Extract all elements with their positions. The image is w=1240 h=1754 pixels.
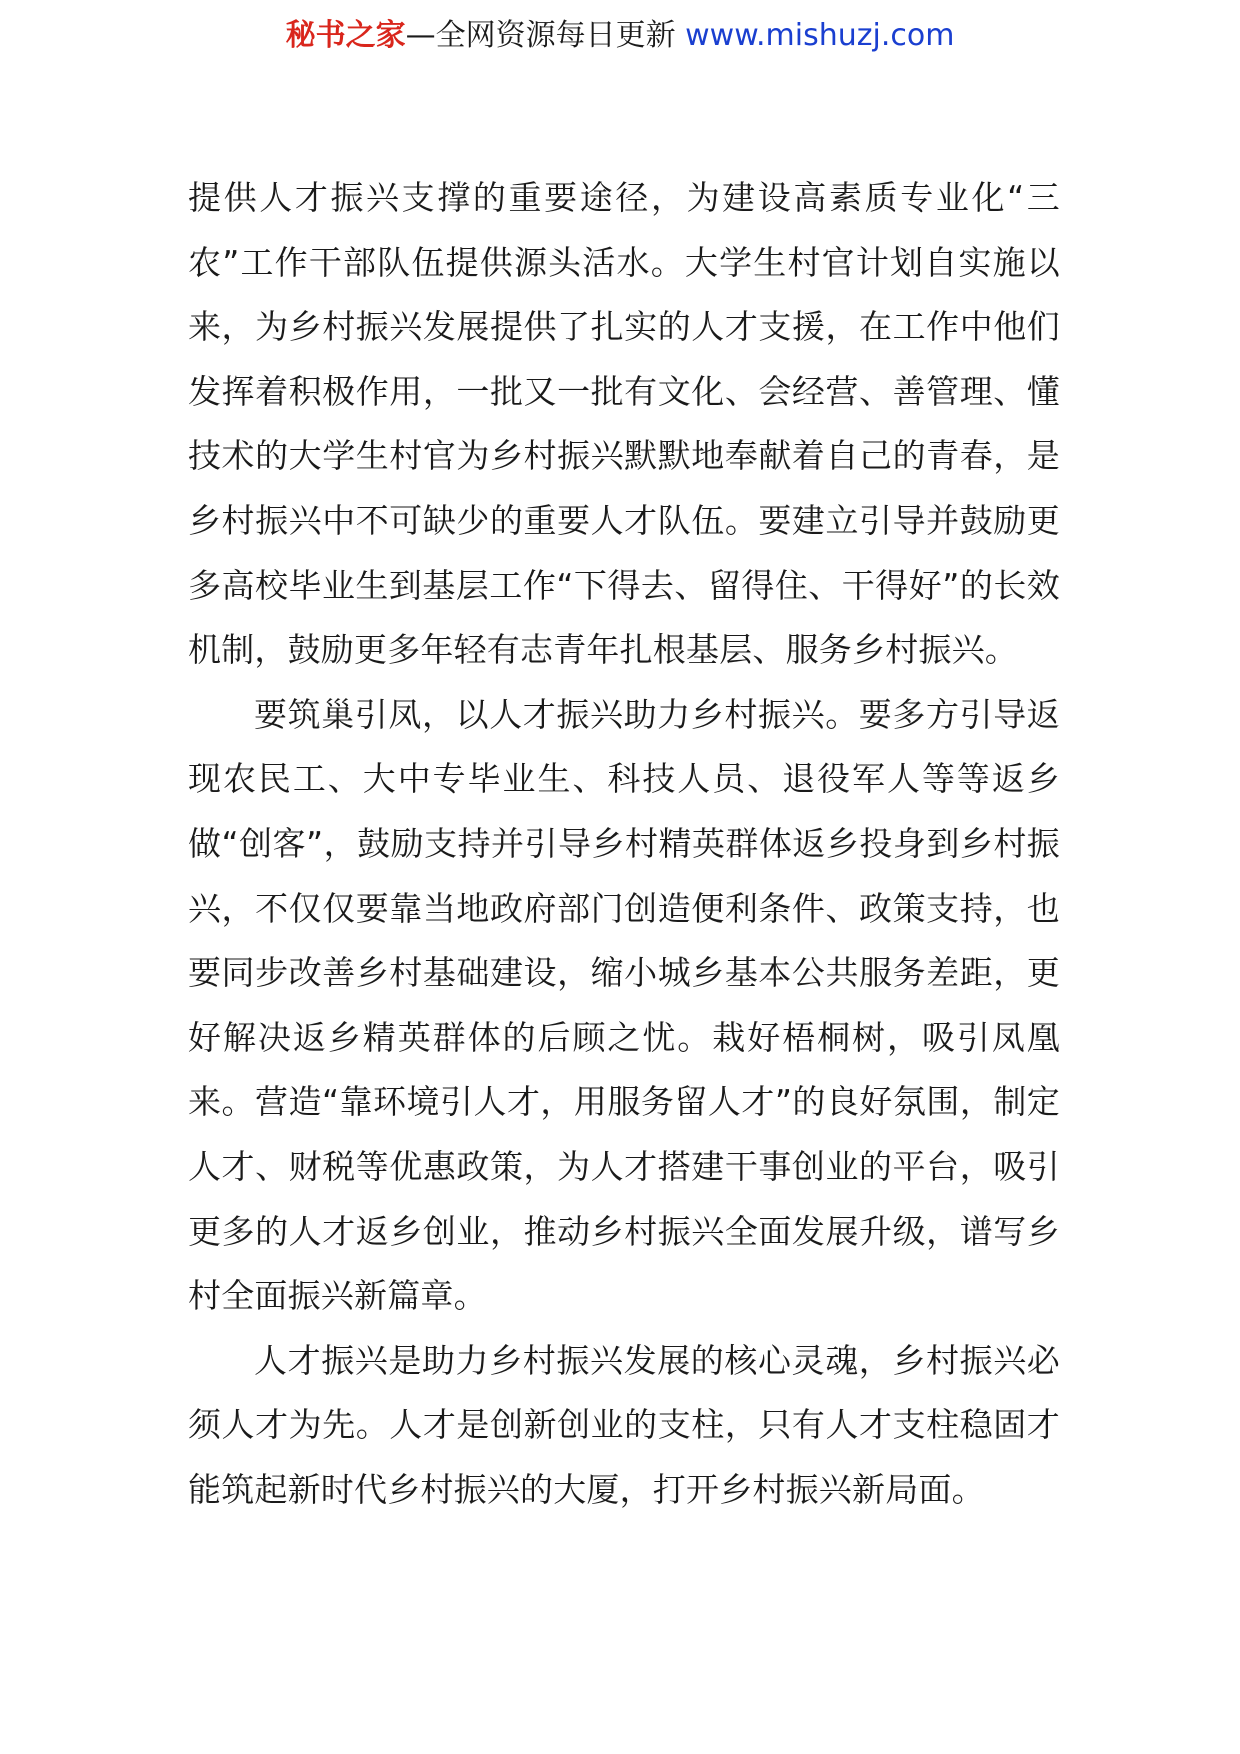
document-body — [188, 166, 1060, 1522]
paragraph-2: 要筑巢引凤，以人才振兴助力乡村振兴。要多方引导返现农民工、大中专毕业生、科技人员、退役军人等等返乡做“创客”，鼓励支持并引导乡村精英群体返乡投身到乡村振兴，不仅仅要靠当地政府部门创造便利条件、政策支持，也要同步改善乡村基础建设，缩小城乡基本公共服务差距，更好解决返乡精英群体的后顾之忧。栽好梧桐树，吸引凤凰来。营造“靠环境引人才，用服务留人才”的良好氛围，制定人才、财税等优惠政策，为人才搭建干事创业的平台，吸引更多的人才返乡创业，推动乡村振兴全面发展升级，谱写乡村全面振兴新篇章。 — [188, 694, 1060, 1316]
page-header — [0, 14, 1240, 58]
paragraph-3: 人才振兴是助力乡村振兴发展的核心灵魂，乡村振兴必须人才为先。人才是创新创业的支柱，只有人才支柱稳固才能筑起新时代乡村振兴的大厦，打开乡村振兴新局面。 — [188, 1340, 1060, 1509]
site-url-link[interactable]: www.mishuzj.com — [685, 18, 955, 53]
paragraph-1: 提供人才振兴支撑的重要途径，为建设高素质专业化“三农”工作干部队伍提供源头活水。大学生村官计划自实施以来，为乡村振兴发展提供了扎实的人才支援，在工作中他们发挥着积极作用，一批又一批有文化、会经营、善管理、懂技术的大学生村官为乡村振兴默默地奉献着自己的青春，是乡村振兴中不可缺少的重要人才队伍。要建立引导并鼓励更多高校毕业生到基层工作“下得去、留得住、干得好”的长效机制，鼓励更多年轻有志青年扎根基层、服务乡村振兴。 — [188, 178, 1060, 670]
site-tagline: —全网资源每日更新 — [405, 18, 676, 53]
site-brand: 秘书之家 — [285, 18, 406, 53]
